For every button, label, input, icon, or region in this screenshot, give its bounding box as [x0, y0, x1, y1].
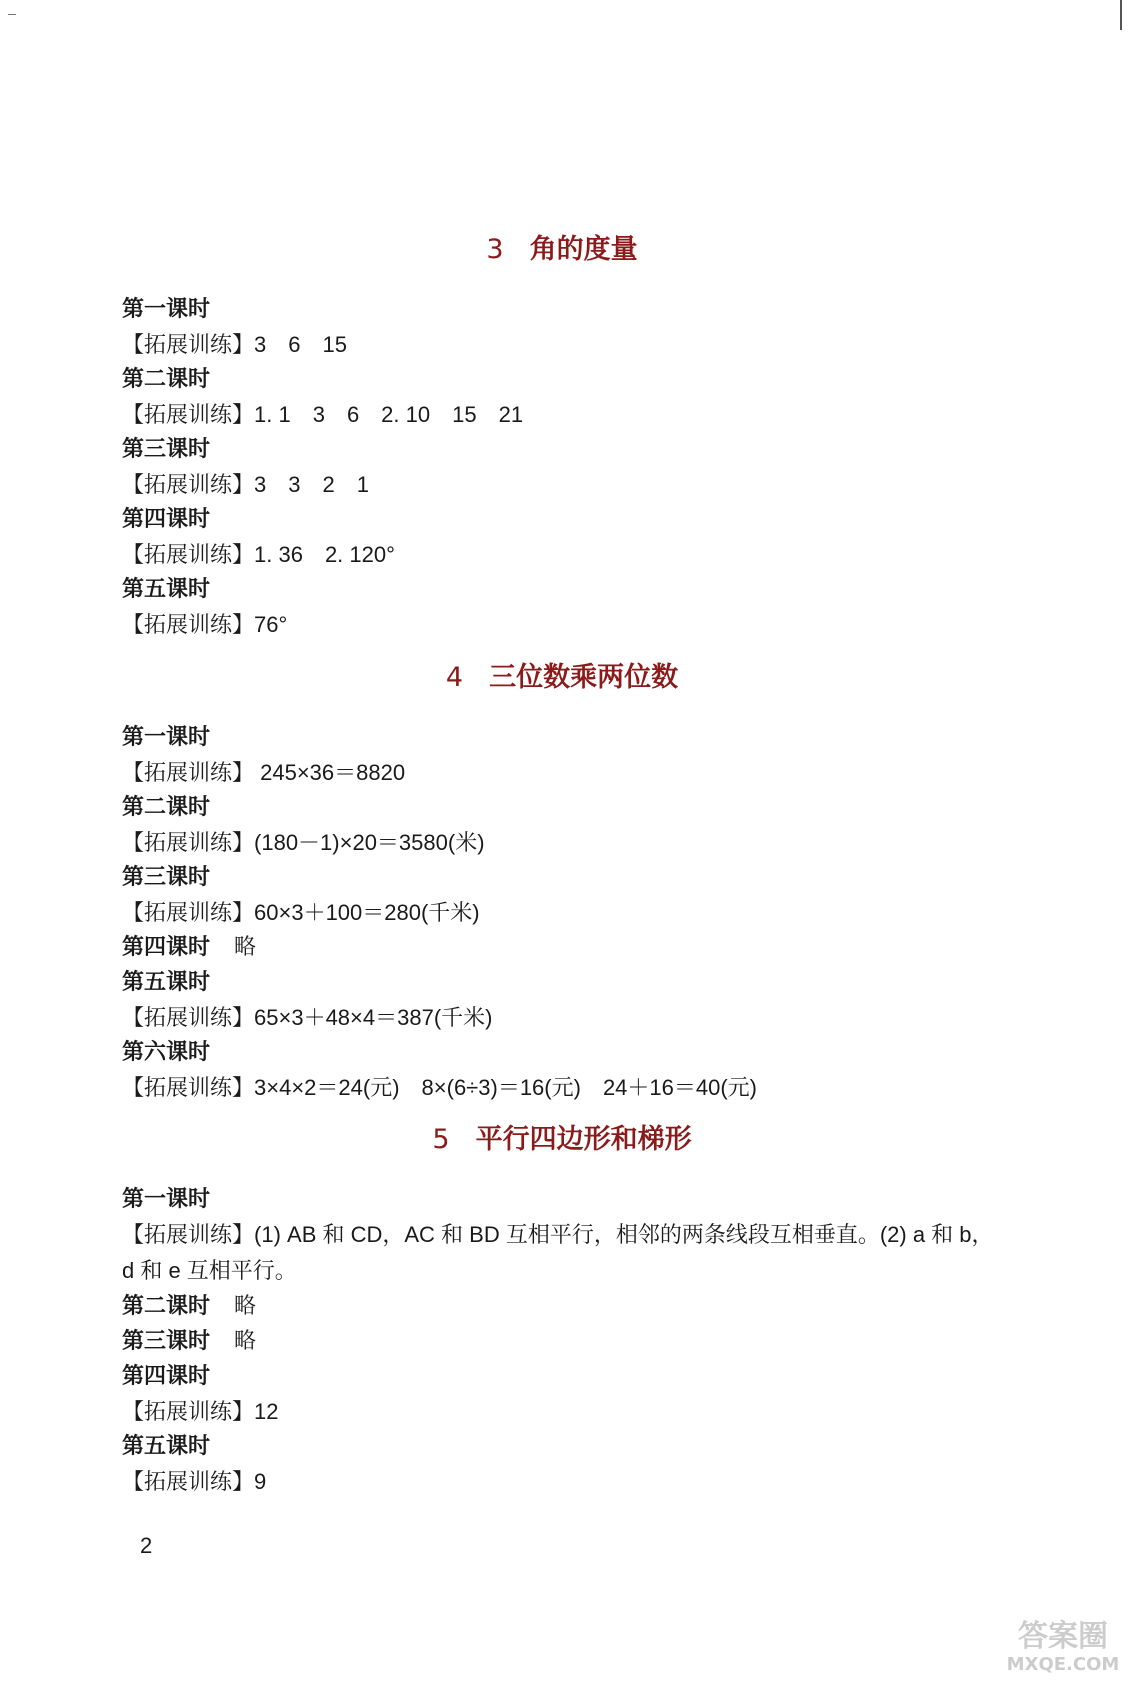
exercise-line	[122, 1394, 1002, 1429]
exercise-tag: 【拓展训练】	[122, 1470, 255, 1495]
lesson-heading-text: 第二课时	[122, 1294, 211, 1319]
section-5	[122, 1120, 1002, 1499]
lesson-heading: 第四课时	[122, 507, 211, 532]
exercise-tag: 【拓展训练】	[122, 403, 255, 428]
exercise-line	[122, 607, 1002, 642]
exercise-line	[122, 467, 1002, 502]
watermark-main-text: 答案圈	[1018, 1619, 1108, 1654]
lesson-heading: 第三课时	[122, 437, 211, 462]
lesson-heading: 第五课时	[122, 1434, 211, 1459]
exercise-tag: 【拓展训练】	[122, 1006, 255, 1031]
section-number: 3	[486, 234, 504, 265]
exercise-answer: 9	[254, 1469, 267, 1494]
exercise-line	[122, 895, 1002, 930]
watermark-url-text: MXQE.COM	[1006, 1654, 1120, 1675]
section-title-text: 平行四边形和梯形	[475, 1124, 692, 1155]
section-title-text: 三位数乘两位数	[489, 662, 679, 693]
crop-mark-left	[8, 14, 16, 15]
section-title	[122, 230, 1002, 270]
lesson-heading: 第六课时	[122, 1040, 211, 1065]
lesson-heading: 第五课时	[122, 577, 211, 602]
exercise-answer: (180－1)×20＝3580(米)	[254, 830, 485, 855]
watermark-logo	[1000, 1620, 1126, 1676]
exercise-line	[122, 537, 1002, 572]
exercise-tag: 【拓展训练】	[122, 901, 255, 926]
exercise-answer: (1) AB 和 CD，AC 和 BD 互相平行，相邻的两条线段互相垂直。(2) a 和 b，d 和 e 互相平行。	[122, 1222, 994, 1283]
lesson-heading: 第二课时	[122, 795, 211, 820]
exercise-line	[122, 825, 1002, 860]
lesson-heading-text: 第三课时	[122, 1329, 211, 1354]
exercise-answer: 3 3 2 1	[254, 472, 369, 497]
exercise-tag: 【拓展训练】	[122, 831, 255, 856]
section-title	[122, 658, 1002, 698]
exercise-tag: 【拓展训练】	[122, 473, 255, 498]
lesson-heading	[122, 1324, 1002, 1359]
exercise-answer: 1. 1 3 6 2. 10 15 21	[254, 402, 524, 427]
exercise-tag: 【拓展训练】	[122, 333, 255, 358]
lesson-heading: 第一课时	[122, 725, 211, 750]
exercise-line	[122, 755, 1002, 790]
exercise-answer: 60×3＋100＝280(千米)	[254, 900, 480, 925]
exercise-tag: 【拓展训练】	[122, 1076, 255, 1101]
lesson-heading: 第二课时	[122, 367, 211, 392]
exercise-answer: 3×4×2＝24(元) 8×(6÷3)＝16(元) 24＋16＝40(元)	[254, 1075, 758, 1100]
lesson-heading: 第三课时	[122, 865, 211, 890]
exercise-answer: 76°	[254, 612, 288, 637]
exercise-tag: 【拓展训练】	[122, 613, 255, 638]
omitted-note: 略	[234, 1294, 257, 1319]
exercise-tag: 【拓展训练】	[122, 543, 255, 568]
page-number: 2	[140, 1533, 153, 1558]
exercise-tag: 【拓展训练】	[122, 1223, 255, 1248]
lesson-heading: 第五课时	[122, 970, 211, 995]
crop-mark-right	[1120, 0, 1122, 30]
section-4	[122, 658, 1002, 1105]
omitted-note: 略	[234, 935, 257, 960]
section-3	[122, 230, 1002, 642]
exercise-line	[122, 397, 1002, 432]
exercise-line	[122, 1217, 1002, 1289]
omitted-note: 略	[234, 1329, 257, 1354]
exercise-line	[122, 1070, 1002, 1105]
exercise-answer: 1. 36 2. 120°	[254, 542, 395, 567]
exercise-tag: 【拓展训练】	[122, 761, 255, 786]
section-title-text: 角的度量	[529, 234, 638, 265]
exercise-line	[122, 327, 1002, 362]
lesson-heading: 第四课时	[122, 1364, 211, 1389]
exercise-answer: 245×36＝8820	[254, 760, 406, 785]
lesson-heading-text: 第四课时	[122, 935, 211, 960]
lesson-heading	[122, 930, 1002, 965]
lesson-heading: 第一课时	[122, 297, 211, 322]
section-number: 4	[445, 662, 464, 693]
lesson-heading: 第一课时	[122, 1187, 211, 1212]
exercise-line	[122, 1464, 1002, 1499]
section-number: 5	[432, 1124, 450, 1155]
exercise-answer: 3 6 15	[254, 332, 347, 357]
exercise-answer: 12	[254, 1399, 279, 1424]
section-title	[122, 1120, 1002, 1160]
lesson-heading	[122, 1289, 1002, 1324]
exercise-tag: 【拓展训练】	[122, 1400, 255, 1425]
exercise-line	[122, 1000, 1002, 1035]
exercise-answer: 65×3＋48×4＝387(千米)	[254, 1005, 493, 1030]
